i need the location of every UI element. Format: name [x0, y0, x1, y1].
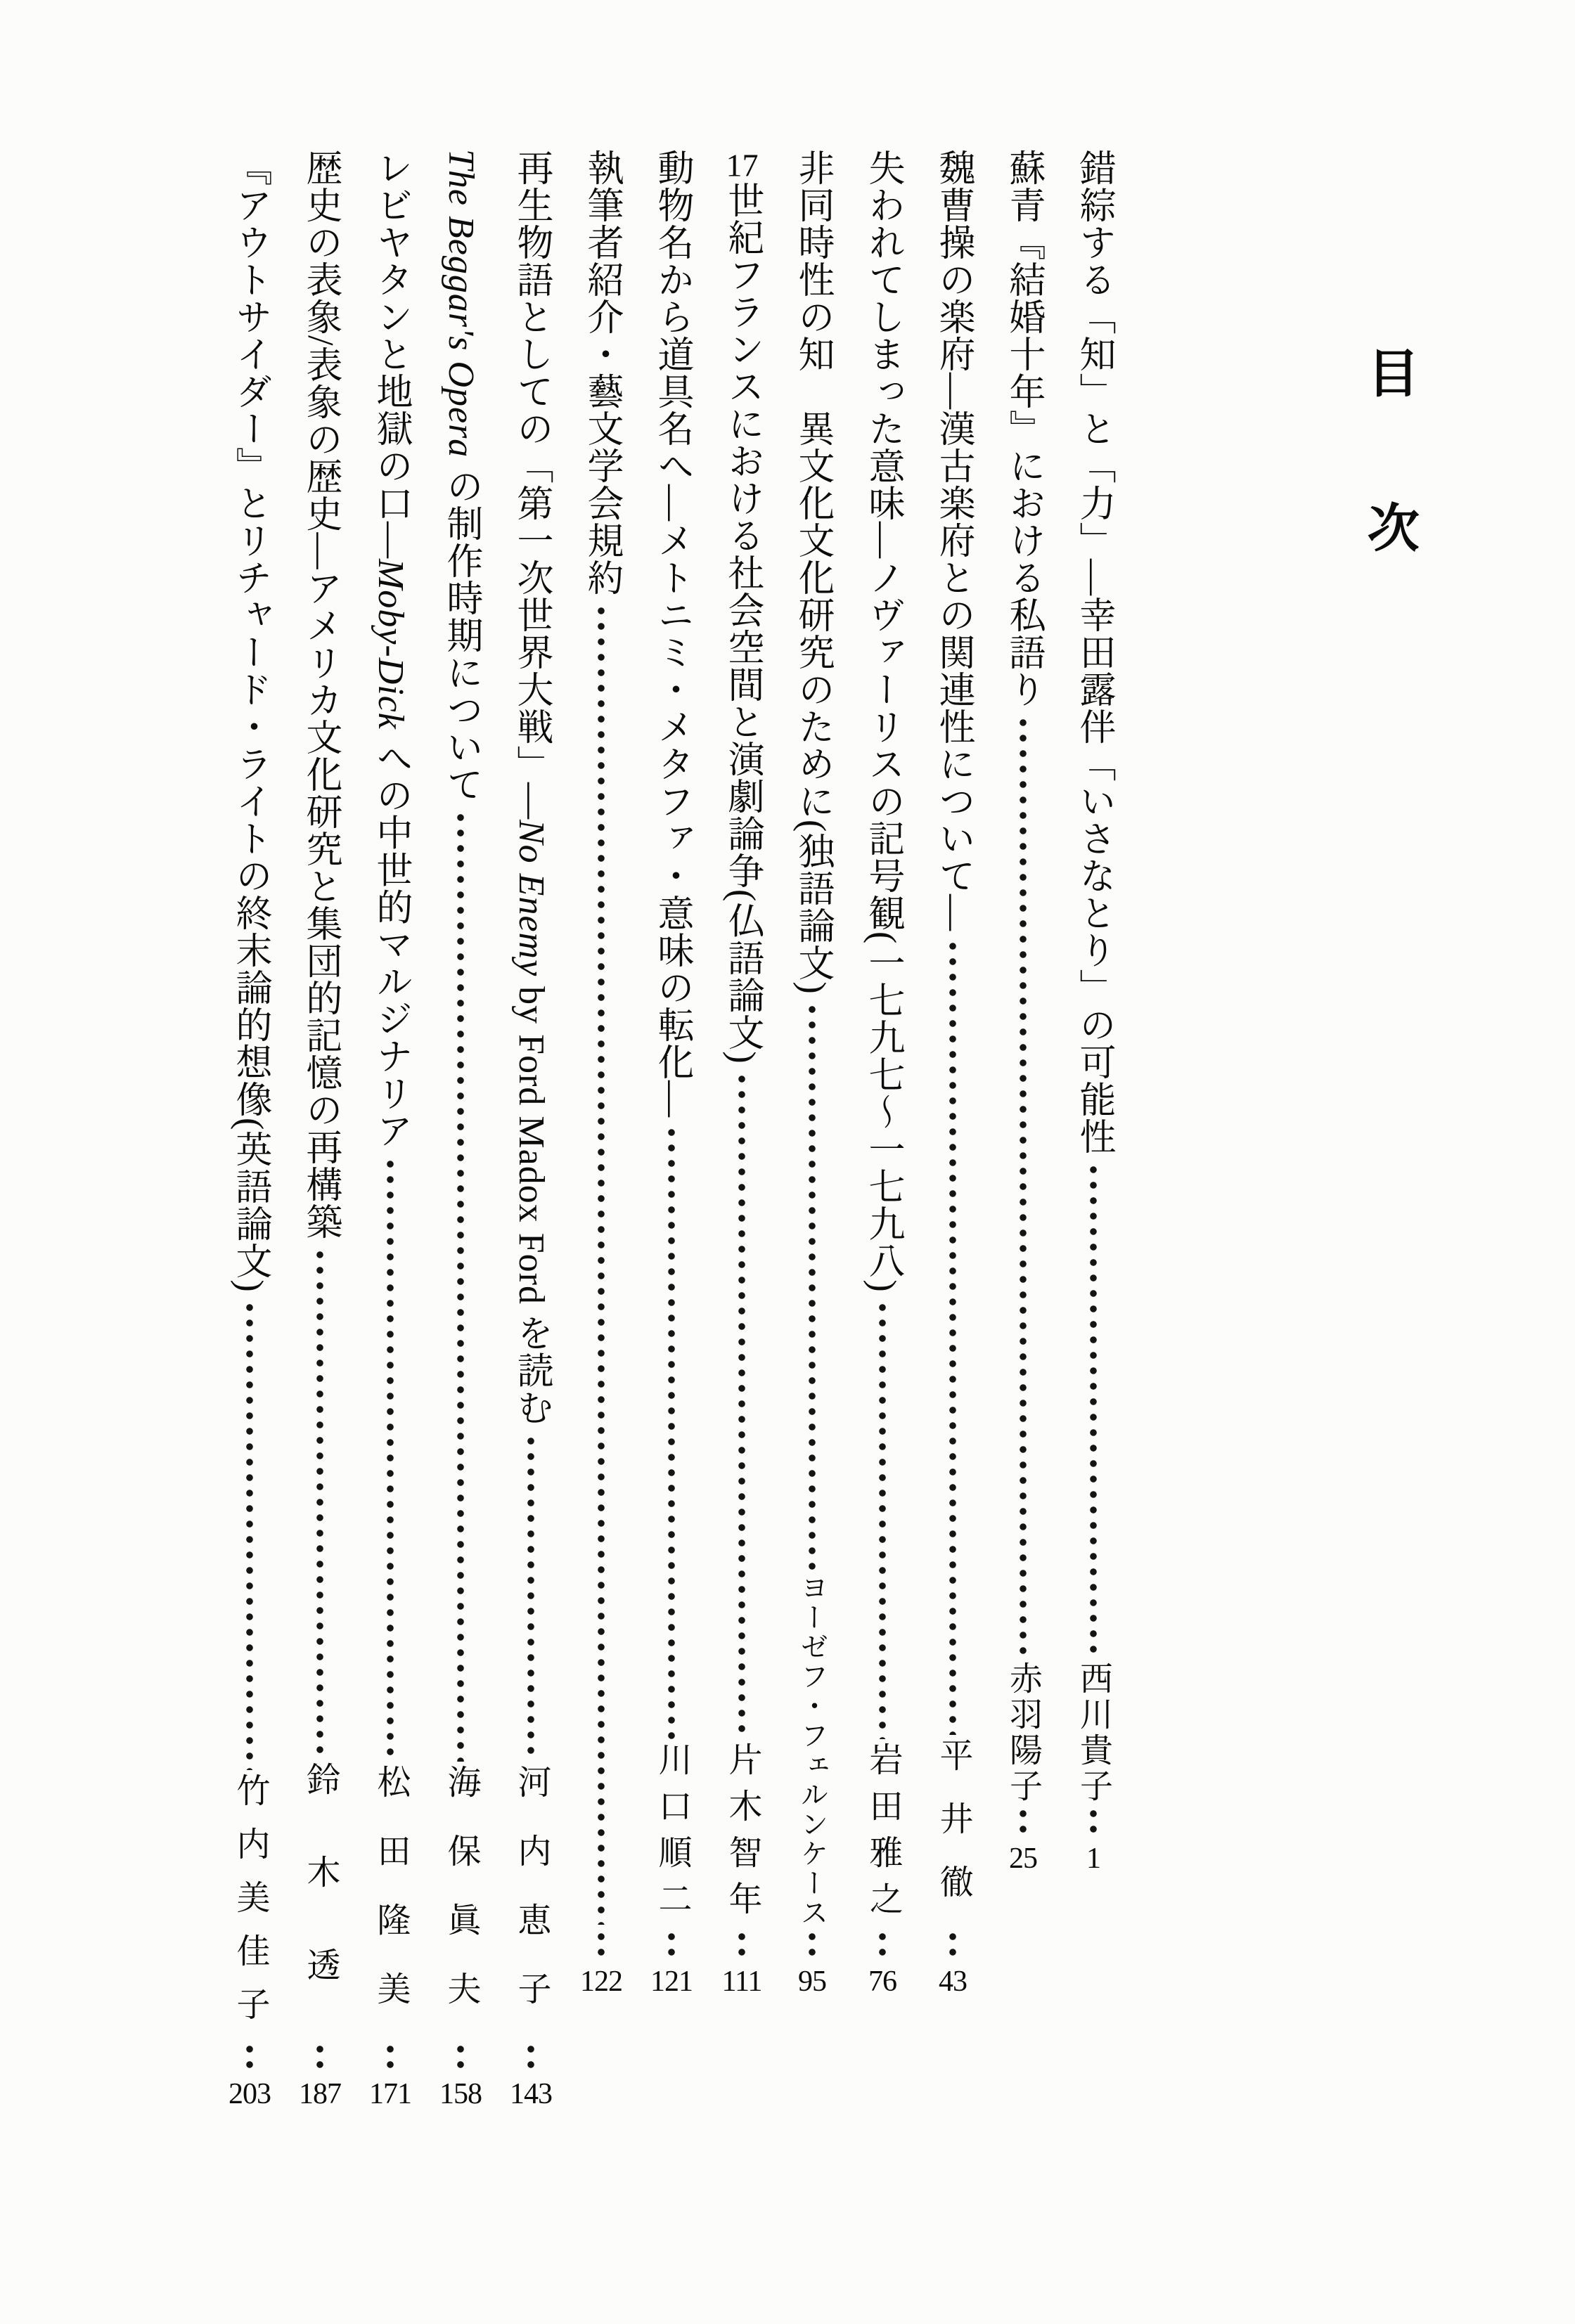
dot-leader-short — [947, 1929, 958, 1961]
entry-title — [579, 149, 624, 596]
entry-title-segment: 動物名から道具名へ—メトニミ・メタファ・意味の転化— — [652, 149, 692, 1118]
dot-leader — [596, 603, 607, 1925]
dot-leader-short — [244, 2041, 255, 2074]
entry-title-segment: 錯綜する「知」と「力」—幸田露伴「いさなとり」の可能性 — [1074, 149, 1114, 1155]
dot-leader — [244, 1300, 255, 1770]
entry-author: 平井徹 — [934, 1738, 972, 1928]
toc-entry — [790, 149, 835, 1998]
dot-leader — [455, 810, 466, 1762]
dot-leader-short — [314, 2041, 326, 2074]
dot-leader-short — [1088, 1806, 1099, 1838]
dot-leader-short — [666, 1929, 677, 1961]
dot-leader — [385, 1156, 396, 1762]
entry-page-number: 111 — [721, 1965, 762, 1998]
dot-leader — [947, 938, 958, 1735]
entry-author: 赤羽陽子 — [1005, 1661, 1041, 1805]
page-title: 目次 — [1359, 346, 1418, 655]
dot-leader — [525, 1433, 536, 1762]
entry-title-latin: Moby-Dick — [371, 559, 411, 730]
entry-title — [1071, 149, 1116, 1155]
entry-title — [508, 149, 553, 1426]
dot-leader — [877, 1300, 888, 1739]
entry-page-number: 95 — [798, 1965, 826, 1998]
entry-title — [1001, 149, 1046, 708]
toc-column-list — [227, 149, 1116, 2110]
entry-page-number: 203 — [229, 2078, 271, 2110]
toc-entry — [860, 149, 905, 1998]
entry-title-segment: 非同時性の知 異文化文化研究のために(独語論文) — [792, 149, 832, 995]
entry-title-segment: への中世的マルジナリア — [371, 729, 411, 1149]
toc-entry — [227, 149, 272, 2110]
dot-leader-short — [385, 2041, 396, 2074]
entry-title-segment: 執筆者紹介・藝文学会規約 — [581, 149, 622, 596]
entry-title — [368, 149, 413, 1149]
entry-author: ヨーゼフ・フェルンケース — [797, 1573, 828, 1928]
entry-author: 竹内美佳子 — [231, 1773, 269, 2040]
dot-leader — [736, 1071, 747, 1739]
toc-entry — [1001, 149, 1046, 1875]
entry-page-number: 143 — [510, 2078, 552, 2110]
entry-title — [719, 149, 764, 1064]
toc-entry — [438, 149, 483, 2110]
entry-title-segment: 蘇青『結婚十年』における私語り — [1003, 149, 1043, 708]
entry-title — [790, 149, 835, 995]
entry-page-number: 25 — [1009, 1842, 1037, 1875]
entry-title — [438, 149, 483, 803]
entry-title-segment: 失われてしまった意味—ノヴァーリスの記号観(一七九七〜一七九八) — [863, 149, 903, 1293]
entry-title-segment: レビヤタンと地獄の口— — [371, 149, 411, 559]
dot-leader — [314, 1247, 326, 1759]
dot-leader-short — [736, 1929, 747, 1961]
entry-author: 河内恵子 — [513, 1764, 550, 2040]
entry-title — [860, 149, 905, 1293]
toc-entry — [1071, 149, 1116, 1875]
dot-leader — [806, 1002, 818, 1570]
entry-title-latin: No Enemy — [511, 820, 551, 977]
entry-title-latin: The Beggar's Opera — [441, 149, 481, 458]
toc-entry — [297, 149, 342, 2110]
toc-entry — [649, 149, 694, 1998]
entry-page-number: 158 — [439, 2078, 482, 2110]
dot-leader — [1017, 715, 1029, 1658]
entry-page-number: 122 — [580, 1965, 622, 1998]
entry-title-segment: 歴史の表象/表象の歴史—アメリカ文化研究と集団的記憶の再構築 — [300, 149, 340, 1241]
dot-leader-short — [596, 1929, 607, 1961]
entry-author: 片木智年 — [724, 1742, 761, 1928]
entry-author: 松田隆美 — [372, 1764, 409, 2040]
dot-leader-short — [877, 1929, 888, 1961]
entry-title — [227, 149, 272, 1293]
entry-title-segment: 魏曹操の楽府—漢古楽府との関連性について— — [933, 149, 973, 931]
entry-title-segment: 世紀フランスにおける社会空間と演劇論争(仏語論文) — [722, 181, 762, 1064]
entry-title-segment: 17 — [726, 149, 759, 181]
toc-entry — [508, 149, 553, 2110]
entry-page-number: 171 — [369, 2078, 411, 2110]
dot-leader-short — [806, 1929, 818, 1961]
dot-leader — [666, 1125, 677, 1739]
entry-author: 西川貴子 — [1075, 1661, 1112, 1805]
entry-page-number: 1 — [1086, 1842, 1100, 1875]
dot-leader-short — [455, 2041, 466, 2074]
entry-title-segment: を読む — [511, 1314, 551, 1426]
entry-title-segment: 『アウトサイダー』とリチャード・ライトの終末論的想像(英語論文) — [230, 149, 270, 1293]
entry-page-number: 76 — [868, 1965, 896, 1998]
entry-title-segment: 再生物語としての「第一次世界大戦」— — [511, 149, 551, 820]
entry-title — [297, 149, 342, 1240]
dot-leader — [1088, 1162, 1099, 1658]
toc-entry — [368, 149, 413, 2110]
entry-title-segment: の制作時期について — [441, 458, 481, 803]
dot-leader-short — [525, 2041, 536, 2074]
dot-leader-short — [1017, 1806, 1029, 1838]
entry-page-number: 43 — [939, 1965, 967, 1998]
entry-author: 川口順二 — [653, 1742, 690, 1928]
entry-author: 海保眞夫 — [442, 1764, 480, 2040]
entry-title — [649, 149, 694, 1118]
entry-author: 鈴木透 — [302, 1762, 339, 2040]
toc-entry — [930, 149, 975, 1998]
entry-author: 岩田雅之 — [864, 1742, 901, 1928]
toc-entry — [579, 149, 624, 1998]
toc-entry — [719, 149, 764, 1998]
entry-title-segment: by Ford Madox Ford — [511, 976, 551, 1315]
entry-page-number: 121 — [650, 1965, 693, 1998]
entry-page-number: 187 — [299, 2078, 341, 2110]
entry-title — [930, 149, 975, 931]
